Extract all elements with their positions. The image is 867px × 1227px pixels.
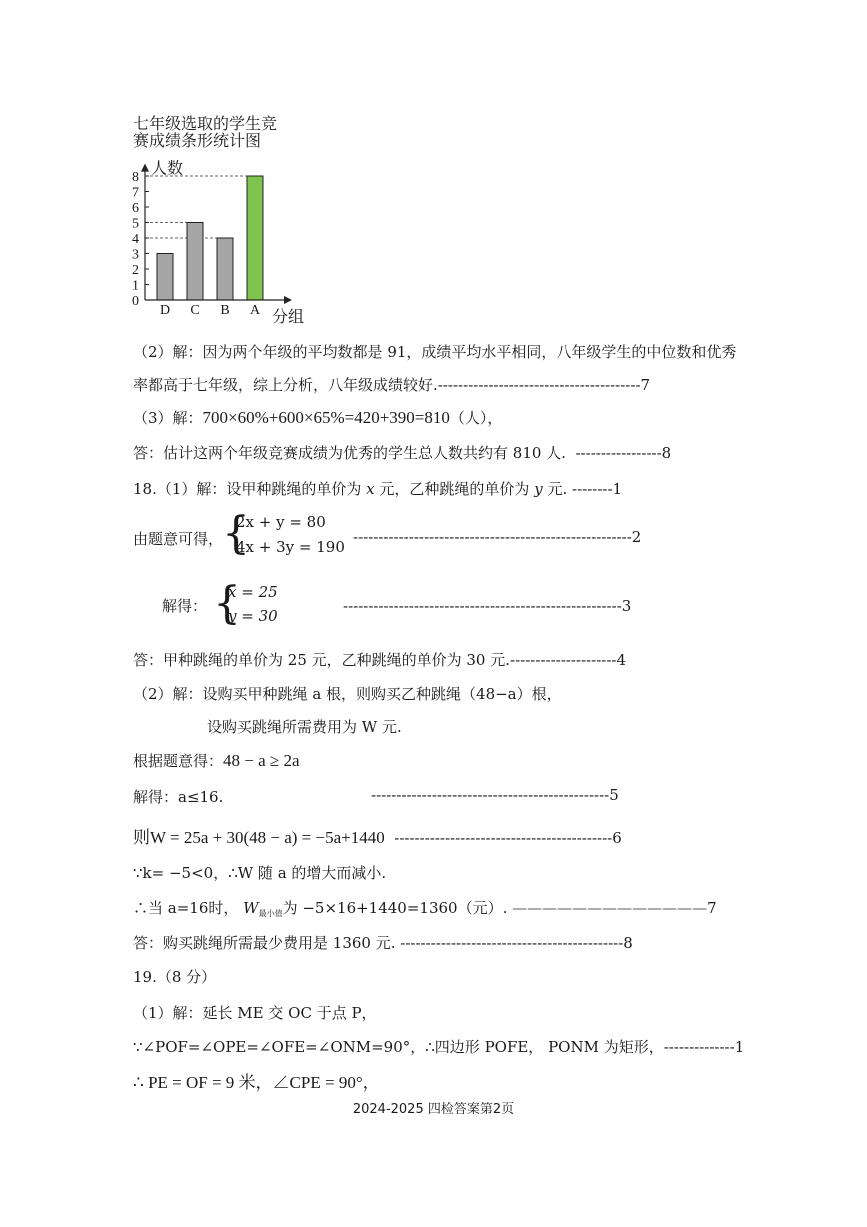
q17-2-line2	[133, 374, 650, 395]
q18-min-sub: 最小值	[258, 909, 283, 918]
q18-eq-dash-line	[353, 528, 641, 546]
y-axis-arrow	[141, 164, 149, 172]
y-tick-2: 2	[132, 263, 139, 278]
q17-2-score: 7	[640, 376, 651, 394]
q19-line2-dash: --------------	[663, 1038, 735, 1056]
q18-ineq: 48 − a ≥ 2a	[223, 751, 300, 770]
y-tick-8: 8	[132, 170, 139, 185]
q18-sol1: x = 25	[228, 583, 278, 601]
q17-3-answer: 答：估计这两个年级竞赛成绩为优秀的学生总人数共约有 810 人.	[133, 444, 566, 462]
q19-line3	[133, 1068, 380, 1093]
q18-p2-line2: 设购买跳绳所需费用为 W 元.	[207, 718, 402, 736]
page-footer: 2024-2025 四检答案第2页	[352, 1102, 515, 1117]
q18-min-prefix: ∴当 a=16时，	[133, 899, 239, 917]
q17-3-answer-line	[133, 442, 671, 463]
q18-min-dash: —————————————	[512, 899, 708, 917]
y-tick-6: 6	[132, 201, 139, 216]
q18-ans2-line	[133, 932, 633, 953]
y-tick-4: 4	[132, 232, 139, 247]
bar-chart	[120, 143, 310, 333]
q17-3-score: 8	[661, 444, 672, 462]
q18-line1-score: 1	[612, 480, 623, 498]
chart-title-line2: 赛成绩条形统计图	[133, 131, 262, 150]
q17-2-line1: （2）解：因为两个年级的平均数都是 91，成绩平均水平相同，八年级学生的中位数和优秀	[133, 343, 737, 361]
chart-title-line1: 七年级选取的学生竞	[133, 114, 278, 133]
x-axis-label: 分组	[272, 309, 305, 326]
q18-sol-dash-line	[343, 597, 631, 615]
q18-ans2: 答：购买跳绳所需最少费用是 1360 元.	[133, 934, 396, 952]
q18-sol-intro: 解得：	[162, 597, 208, 615]
y-axis-label: 人数	[151, 160, 184, 178]
q17-3-prefix: （3）解：	[133, 409, 203, 427]
q18-eq-dash: -------------------------------------------------------	[353, 528, 632, 546]
q17-2-line2-text: 率都高于七年级，综上分析，八年级成绩较好.	[133, 376, 438, 394]
bar-B	[217, 238, 233, 300]
q18-k-line: ∵k= −5<0，∴W 随 a 的增大而减小.	[133, 864, 387, 882]
q18-w-line	[133, 823, 622, 848]
sol-brace: {	[213, 578, 241, 629]
q18-w-expr: 则W = 25a + 30(48 − a) = −5a+1440	[133, 828, 385, 847]
q18-var-y: y	[534, 480, 543, 498]
q19-line1: （1）解：延长 ME 交 OC 于点 P，	[133, 1004, 377, 1022]
q18-line1-prefix: 18.（1）解：设甲种跳绳的单价为	[133, 480, 367, 498]
q18-solve-a-dash: -----------------------------------------------	[371, 786, 610, 804]
q17-3-unit: （人），	[449, 409, 503, 427]
x-tick-B: B	[220, 303, 230, 318]
q18-var-x: x	[366, 480, 375, 498]
q19-title: 19.（8 分）	[133, 968, 217, 986]
x-axis-arrow	[284, 296, 292, 304]
q18-line1-dash: --------	[572, 480, 613, 498]
x-tick-D: D	[159, 303, 171, 318]
q18-min-w: W	[243, 899, 259, 917]
x-tick-A: A	[249, 303, 261, 318]
q18-eq1: 2x + y = 80	[236, 513, 326, 531]
q19-line2-text: ∵∠POF=∠OPE=∠OFE=∠ONM=90°，∴四边形 POFE， PONM 为矩形，	[133, 1038, 664, 1056]
q19-line2	[133, 1036, 744, 1057]
bar-D	[157, 254, 173, 301]
q19-line3-text: ∴ PE = OF = 9 米，∠CPE = 90°，	[133, 1073, 380, 1092]
y-tick-0: 0	[132, 294, 139, 309]
q18-sol-dash: -------------------------------------------------------	[343, 597, 622, 615]
q18-line1-mid: 元，乙种跳绳的单价为	[374, 480, 535, 498]
bar-A	[247, 176, 263, 300]
eq-brace: {	[222, 508, 250, 559]
q17-3-expr: 700×60%+600×65%=420+390=810	[202, 408, 450, 427]
q18-min-line	[133, 897, 717, 919]
q18-line1-suffix: 元.	[542, 480, 568, 498]
q18-w-dash: -------------------------------------------	[394, 829, 613, 847]
q18-solve-a-score: 5	[609, 786, 619, 804]
q18-solve-a-dash-line	[371, 786, 619, 804]
q18-sol-score: 3	[621, 597, 632, 615]
q18-ans1-dash: ---------------------	[510, 651, 617, 669]
bar-C	[187, 223, 203, 301]
q18-ans2-dash: --------------------------------------------	[400, 934, 624, 952]
q18-ans1-score: 4	[616, 651, 627, 669]
q17-3-dash: -----------------	[575, 444, 662, 462]
q18-eq-intro: 由题意可得，	[133, 530, 224, 548]
x-tick-C: C	[190, 303, 200, 318]
q19-line2-score: 1	[734, 1038, 745, 1056]
q18-min-score: 7	[707, 899, 717, 917]
q18-eq-score: 2	[631, 528, 642, 546]
q18-sol2: y = 30	[228, 607, 278, 625]
q18-ans2-score: 8	[623, 934, 633, 952]
q18-ineq-intro: 根据题意得：	[133, 752, 224, 770]
q18-line1	[133, 478, 622, 499]
q18-min-suffix: 为 −5×16+1440=1360（元）.	[282, 899, 508, 917]
y-tick-7: 7	[132, 185, 139, 201]
y-tick-3: 3	[132, 247, 139, 263]
q18-ans1: 答：甲种跳绳的单价为 25 元，乙种跳绳的单价为 30 元.	[133, 651, 511, 669]
q18-eq2: 4x + 3y = 190	[236, 538, 345, 556]
q18-ans1-line	[133, 649, 626, 670]
y-tick-5: 5	[132, 216, 139, 232]
q18-w-score: 6	[612, 829, 622, 847]
y-tick-1: 1	[132, 278, 139, 294]
q18-p2-line1: （2）解：设购买甲种跳绳 a 根，则购买乙种跳绳（48−a）根，	[133, 685, 562, 703]
q17-2-dash: ----------------------------------------	[437, 376, 641, 394]
q18-ineq-line	[133, 750, 300, 771]
q18-solve-a-line: 解得：a≤16.	[133, 788, 224, 806]
q17-3-line	[133, 407, 502, 428]
